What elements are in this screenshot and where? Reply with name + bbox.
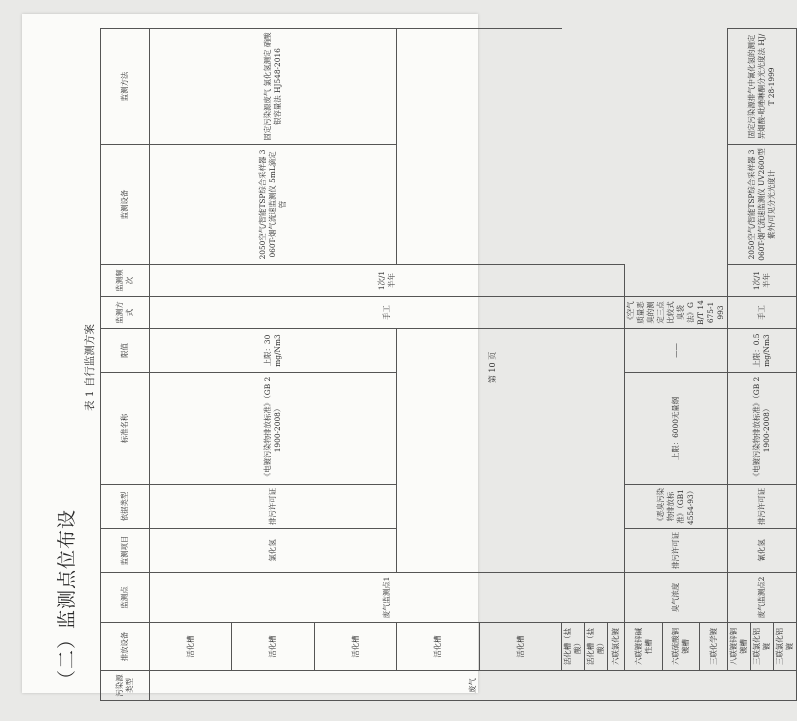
basis-cell: 排污许可证 [728, 485, 797, 529]
limit-cell: 上限：30mg/Nm3 [150, 329, 397, 373]
device-cell: 2050空气/智能TSP综合采样器 3060T-烟气流速监测仪 5mL滴定管 [150, 145, 397, 265]
equipment-cell: 活化槽 [232, 623, 314, 671]
equipment-cell: 活化槽 [150, 623, 232, 671]
mode-cell: 手工 [150, 297, 625, 329]
basis-cell: 排污许可证 [150, 485, 397, 529]
item-cell: 氯化氢 [150, 529, 397, 573]
column-header: 标准名称 [101, 373, 150, 485]
source-type-cell: 废气 [150, 671, 797, 701]
monitoring-point-cell: 废气监测点2 [728, 573, 797, 623]
column-header: 监测点 [101, 573, 150, 623]
monitoring-plan-table [100, 28, 797, 701]
frequency-cell: 1次/1半年 [728, 265, 797, 297]
column-header: 监测频次 [101, 265, 150, 297]
item-cell: 臭气浓度 [625, 573, 728, 623]
column-header: 排放设备 [101, 623, 150, 671]
equipment-cell: 三联化学镀 [700, 623, 728, 671]
column-header: 污染源类型 [101, 671, 150, 701]
limit-cell: 上限：0.5mg/Nm3 [728, 329, 797, 373]
item-cell: 氰化氢 [728, 529, 797, 573]
device-cell: —— [625, 329, 728, 373]
rotated-content [22, 14, 795, 721]
basis-cell: 排污许可证 [625, 529, 728, 573]
equipment-cell: 三联氯化铝镀 [751, 623, 774, 671]
equipment-cell: 六联氯化镀 [608, 623, 625, 671]
method-cell: 固定污染源废气 氯化氢测定 硝酸银容量法 HJ548-2016 [150, 29, 397, 145]
equipment-cell: 活化槽（盐酸） [562, 623, 585, 671]
mode-cell: 手工 [728, 297, 797, 329]
method-cell: 《空气质量恶臭的测定三点比较式臭袋法》GB/T 14675-1993 [625, 297, 728, 329]
equipment-cell: 活化槽 [479, 623, 561, 671]
section-heading: （二）监测点位布设 [56, 508, 78, 689]
column-header: 监测设备 [101, 145, 150, 265]
table-row [625, 29, 663, 701]
equipment-cell: 三联氯化铝镀 [774, 623, 797, 671]
equipment-cell: 六联硫酸铜镀槽 [662, 623, 700, 671]
equipment-cell: 八联镀锌铜镀槽 [728, 623, 751, 671]
equipment-cell: 活化槽 [397, 623, 479, 671]
standard-cell: 《电镀污染物排放标准》（GB 21900-2008） [150, 373, 397, 485]
table-row [728, 29, 751, 701]
method-cell: 固定污染源排气中氰化氢的测定 异烟酸-吡唑啉酮分光光度法 HJ/T 28-1999 [728, 29, 797, 145]
standard-cell: 《电镀污染物排放标准》（GB 21900-2008） [728, 373, 797, 485]
table-body [150, 29, 797, 701]
equipment-cell: 活化槽（盐酸） [585, 623, 608, 671]
frequency-cell: 1次/1半年 [150, 265, 625, 297]
column-header: 依据类型 [101, 485, 150, 529]
document-page [22, 14, 795, 697]
page-number: 第 10 页 [488, 351, 497, 384]
column-header: 限值 [101, 329, 150, 373]
equipment-cell: 活化槽 [314, 623, 396, 671]
limit-cell: 上限：6000无量纲 [625, 373, 728, 485]
column-header: 监测方法 [101, 29, 150, 145]
monitoring-point-cell: 废气监测点1 [150, 573, 625, 623]
table-header [101, 29, 150, 701]
table-row [150, 29, 232, 701]
device-cell: 2050空气/智能TSP综合采样器 3060T-烟气流速监测仪 UV2600型紫外/可见分光光度计 [728, 145, 797, 265]
column-header: 监测方式 [101, 297, 150, 329]
standard-cell: 《恶臭污染物排放标准》（GB14554-93） [625, 485, 728, 529]
equipment-cell: 六联镀锌碱性槽 [625, 623, 663, 671]
column-header: 监测项目 [101, 529, 150, 573]
table-caption: 表 1 自行监测方案 [84, 324, 96, 411]
